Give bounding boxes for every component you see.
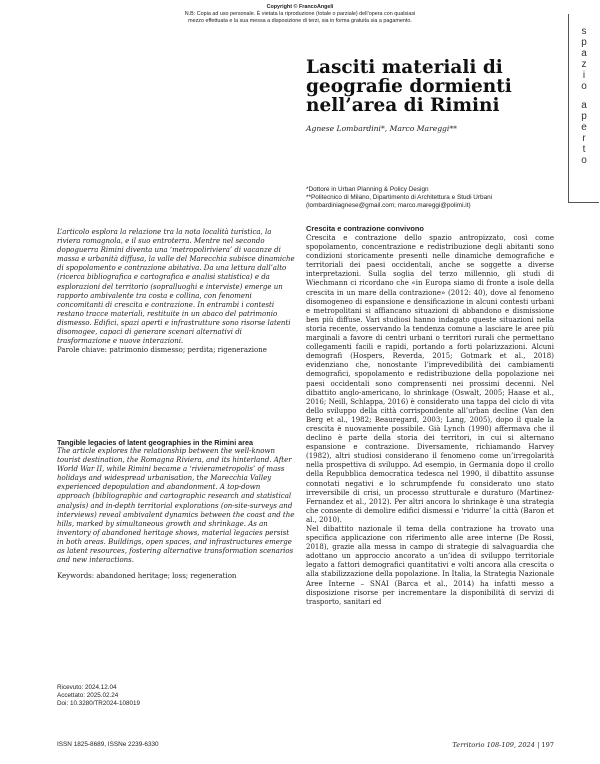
footer-journal — [452, 741, 554, 749]
body-paragraph-1: Crescita e contrazione dello spazio antropizzato, così come spopolamento, concentrazione e redistribuzione degli abitanti sono condizioni storicamente presenti nelle dinamiche demografiche e territoriali dei paesi occidentali, anche se soggette a diverse interpretazioni. Sulla soglia del terzo millennio, gli studi di Wiechmann ci ricordano che «in Europa siamo di fronte a isole della crescita in un mare della contrazione» (2012: 40), dove al fenomeno disomogeneo di espansione e densificazione in alcuni contesti urbani e metropolitani si affiancano situazioni di abbandono e dismissione ben più diffuse. Vari studiosi hanno indagato queste situazioni nella storia recente, osservando la tendenza comune a lasciare le aree più marginali a favore di centri urbani o territori rurali che permettano collegamenti facili e rapidi, portando a forti polarizzazioni. Alcuni demografi (Hospers, Reverda, 2015; Gotmark et al., 2018) evidenziano che, nonostante l’imprevedibilità dei cambiamenti demografici, spopolamento e redistribuzione della popolazione nei paesi occidentali sono comprensenti nei prossimi decenni. Nel dibattito anglo-americano, lo shrinkage (Oswalt, 2005; Haase et al., 2016; Neill, Schlappa, 2016) è considerato una tappa del ciclo di vita dello sviluppo della città corrispondente all’urban decline (Van den Berg et al., 1982; Beauregard, 2003; Lang, 2005), dopo il quale la crescita è nuovamente possibile. Già Lynch (1990) affermava che il declino è parte della storia dei territori, in cui si alternano espansione e contrazione. Diversamente, richiamando Harvey (1982), altri studiosi considerano il fenomeno come un’irregolarità nella prospettiva di sviluppo. Ad esempio, in Germania dopo il crollo della Repubblica democratica tedesca nel 1990, il dibattito assunse connotati negativi e lo schrumpfende fu considerato uno stato irreversibile di crisi, un processo strutturale e duraturo (Martinez-Fernandez et al., 2012). Per altri ancora lo shrinkage è una strategia che consente di demolire edifici dismessi e ‘ridurre’ la città (Baron et al., 2010). — [306, 234, 554, 524]
accepted-date: Accettato: 2025.02.24 — [57, 692, 119, 700]
received-date: Ricevuto: 2024.12.04 — [57, 684, 117, 691]
submission-info — [57, 684, 140, 709]
copyright-line-2: N.B: Copia ad uso personale. È vietata la riproduzione (totale o parziale) dell’opera con qualsiasi — [184, 11, 416, 17]
affiliation-1: *Dottore in Urban Planning & Policy Design — [306, 186, 429, 193]
abstract-italian-text: L’articolo esplora la relazione tra la nota località turistica, la riviera romagnola, e il suo entroterra. Mentre nel secondo dopoguerra Rimini diventa una ‘metropoliriviera’ di vacanze di massa e urbanità diffusa, la valle del Marecchia subisce dinamiche di spopolamento e contrazione abitativa. Da una lettura dall’alto (ricerca bibliografica e cartografica e analisi statistica) e da esplorazioni del territorio (sopralluoghi e interviste) emerge un rapporto ambivalente tra costa e collina, con fenomeni concomitanti di crescita e contrazione. In entrambi i contesti restano tracce materiali, restituite in un abaco del patrimonio dismesso. Edifici, spazi aperti e infrastrutture sono risorse latenti disomogee, capaci di generare scenari alternativi di trasformazione e nuove interazioni. — [57, 228, 295, 346]
section-heading: Crescita e contrazione convivono — [306, 224, 424, 233]
section-tab-letter: o — [581, 81, 587, 92]
section-tab-letter: t — [582, 144, 586, 155]
keywords-english: Keywords: abandoned heritage; loss; regeneration — [57, 572, 237, 581]
abstract-english-text: The article explores the relationship between the well-known tourist destination, the Romagna Riviera, and its hinterland. After World War II, while Rimini became a ‘rivierametropolis’ of mass holidays and widespread urbanisation, the Marecchia Valley experienced depopulation and abandonment. A top-down approach (bibliographic and cartographic research and statistical analysis) and in-depth territorial explorations (on-site-surveys and interviews) reveal ambivalent dynamics between the coast and the hills, marked by simultaneous growth and shrinkage. As an inventory of abandoned heritage shows, material legacies persist in both areas. Buildings, open spaces, and infrastructures emerge as latent resources, fostering alternative transformation scenarios and new interactions. — [57, 447, 295, 565]
copyright-line-3: mezzo effettuata e la sua messa a disposizione di terzi, sia in forma gratuita sia a pagamento. — [188, 18, 412, 24]
body-text — [306, 224, 554, 607]
footer-issn: ISSN 1825-8689, ISSNe 2239-6330 — [57, 741, 159, 748]
section-tab-letter: i — [582, 70, 586, 81]
footer-separator: | — [537, 741, 540, 749]
copyright-notice — [0, 4, 600, 25]
page-number: 197 — [541, 741, 554, 749]
abstract-english — [57, 438, 295, 588]
section-tab-letter: a — [581, 48, 587, 59]
doi: Doi: 10.3280/TR2024-108019 — [57, 700, 140, 708]
section-tab-letter: s — [581, 26, 587, 37]
section-tab-letter: z — [581, 59, 587, 70]
article-title: Lasciti materiali di geografie dormienti nell’area di Rimini — [306, 57, 512, 116]
section-tab-letter: r — [582, 133, 586, 144]
section-tab-letter: o — [581, 155, 587, 166]
copyright-line-1: Copyright © FrancoAngeli — [266, 4, 334, 10]
affiliation-2: **Politecnico di Milano, Dipartimento di Architettura e Studi Urbani — [306, 194, 493, 201]
keywords-italian: Parole chiave: patrimonio dismesso; perdita; rigenerazione — [57, 346, 267, 355]
section-tab-gap — [577, 92, 591, 100]
section-tab-label — [577, 26, 591, 166]
author-affiliations — [306, 186, 568, 210]
section-tab-letter: e — [581, 122, 587, 133]
abstract-english-heading: Tangible legacies of latent geographies in the Rimini area — [57, 438, 253, 447]
body-paragraph-2: Nel dibattito nazionale il tema della contrazione ha trovato una specifica applicazione con riferimento alle aree interne (De Rossi, 2018), grazie alla messa in campo di strategie di salvaguardia che adottano un approccio ancorato a un’idea di sviluppo territoriale legato a fattori demografici quantitativi e volti ancora alla crescita o alla stabilizzazione della popolazione. In Italia, la Strategia Nazionale Aree Interne – SNAI (Barca et al., 2014) ha infatti messo a disposizione risorse per incrementare la disponibilità di servizi di trasporto, sanitari ed — [306, 525, 554, 606]
article-authors: Agnese Lombardini*, Marco Mareggi** — [306, 124, 457, 133]
section-tab-letter: a — [581, 100, 587, 111]
affiliation-emails: (lombardiniagnese@gmail.com; marco.mareggi@polimi.it) — [306, 202, 471, 209]
footer-journal-name: Territorio 108-109, 2024 — [452, 741, 535, 749]
section-tab-letter: p — [581, 111, 587, 122]
section-tab-letter: p — [581, 37, 587, 48]
abstract-italian — [57, 228, 295, 355]
